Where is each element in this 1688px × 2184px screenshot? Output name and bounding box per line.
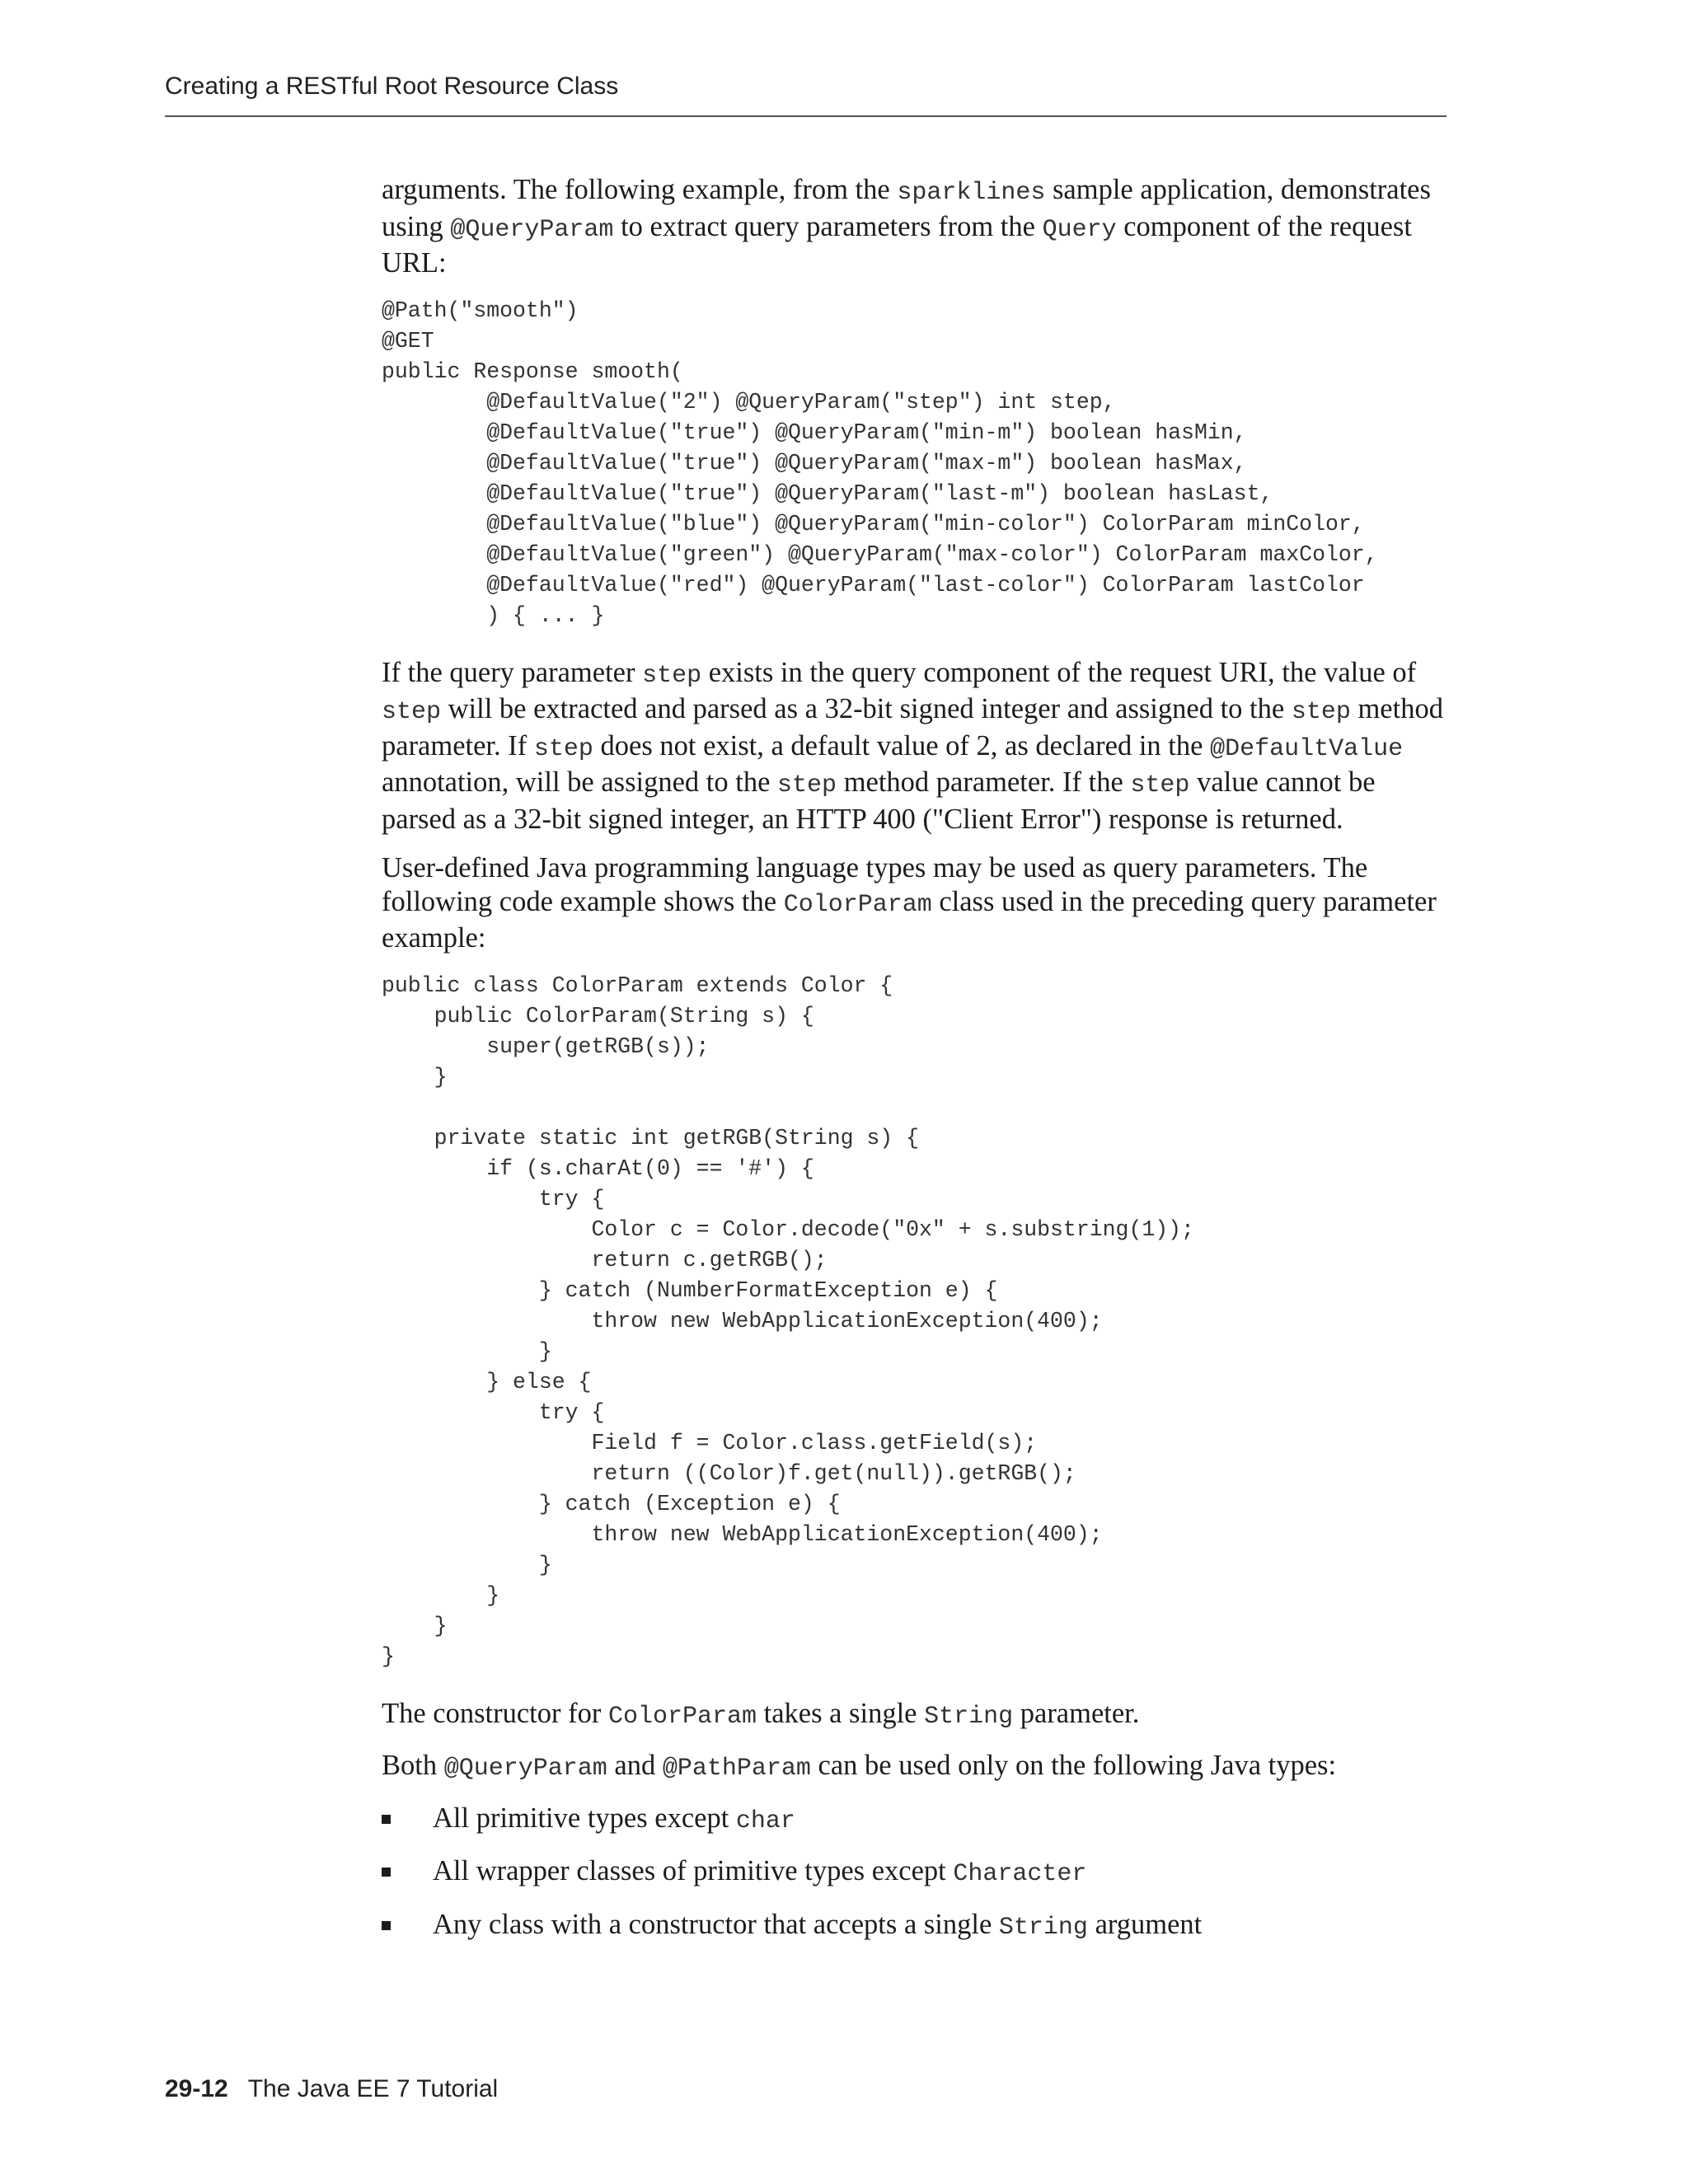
page-body [382,173,1445,1961]
text-run: class used in the preceding query parameter example: [382,885,1437,954]
text-run: Both [382,1750,444,1781]
text-run: will be extracted and parsed as a 32-bit signed integer and assigned to the [441,693,1292,724]
text-run: Any class with a constructor that accepts a single [433,1908,999,1940]
bullet-icon [382,1868,391,1877]
bullet-icon [382,1921,391,1930]
text-run: annotation, will be assigned to the [382,766,778,798]
book-title: The Java EE 7 Tutorial [247,2075,499,2102]
user-defined-types-paragraph [382,851,1445,955]
text-run: All primitive types except [433,1802,736,1834]
inline-code: step [1291,698,1351,726]
text-run: does not exist, a default value of 2, as declared in the [593,729,1211,762]
inline-code: step [1130,771,1190,799]
text-run: sample application, demonstrates using [382,174,1431,242]
inline-code: ColorParam [783,890,932,919]
inline-code: Character [953,1860,1087,1888]
list-item [382,1908,1445,1945]
list-item [382,1802,1445,1839]
inline-code: @QueryParam [450,215,614,244]
inline-code: String [924,1702,1014,1731]
text-run: can be used only on the following Java types: [810,1750,1337,1781]
inline-code: char [735,1807,795,1835]
inline-code: String [998,1913,1088,1942]
text-run: exists in the query component of the request URI, the value of [701,656,1417,688]
inline-code: step [533,734,593,763]
text-run: takes a single [756,1697,925,1729]
list-item-text [433,1855,1086,1886]
list-item [382,1854,1445,1891]
code-example-colorparam: public class ColorParam extends Color { public ColorParam(String s) { super(getRGB(s)); } private static int getRGB(String s) { if (s.charAt(0) == '#') { try { Color c = Color.decode("0x" + s.substring(1)); return c.getRGB(); } catch (NumberFormatException e) { throw new WebApplicationException(400); } } else { try { Field f = Color.class.getField(s); return ((Color)f.get(null)).getRGB(); } catch (Exception e) { throw new WebApplicationException(400); } } } } [382,972,1194,1669]
inline-code: step [642,661,702,690]
page-number: 29-12 [165,2075,228,2102]
param-types-paragraph [382,1749,1445,1786]
text-run: argument [1087,1908,1203,1940]
step-explanation-paragraph [382,656,1445,837]
inline-code: @QueryParam [443,1755,607,1783]
inline-code: @DefaultValue [1210,734,1404,763]
text-run: method parameter. If [382,693,1443,762]
constructor-paragraph [382,1697,1445,1734]
java-types-list [382,1802,1445,1945]
text-run: method parameter. If the [837,766,1131,798]
inline-code: sparklines [897,179,1046,207]
text-run: and [607,1750,663,1781]
inline-code: @PathParam [662,1755,811,1783]
list-item-text [433,1802,795,1834]
inline-code: step [382,698,442,726]
inline-code: ColorParam [607,1702,757,1731]
text-run: parameter. [1013,1697,1140,1729]
text-run: value cannot be parsed as a 32-bit signed integer, an HTTP 400 ("Client Error") response is returned. [382,766,1376,835]
text-run: arguments. The following example, from the [382,174,898,205]
text-run: to extract query parameters from the [613,210,1043,242]
list-item-text [433,1909,1202,1940]
inline-code: step [777,771,837,799]
text-run: If the query parameter [382,656,643,688]
running-footer [165,2075,498,2103]
text-run: User-defined Java programming language types may be used as query parameters. The following code example shows the [382,852,1368,917]
text-run: component of the request URL: [382,210,1412,279]
inline-code: Query [1042,215,1117,244]
header-divider [165,115,1447,117]
bullet-icon [382,1815,391,1824]
text-run: The constructor for [382,1697,608,1729]
code-example-smooth: @Path("smooth") @GET public Response smooth( @DefaultValue("2") @QueryParam("step") int step, @DefaultValue("true") @QueryParam("min-m") boolean hasMin, @DefaultValue("true") @QueryParam("max-m") boolean hasMax, @DefaultValue("true") @QueryParam("last-m") boolean hasLast, @DefaultValue("blue") @QueryParam("min-color") ColorParam minColor, @DefaultValue("green") @QueryParam("max-color") ColorParam maxColor, @DefaultValue("red") @QueryParam("last-color") ColorParam lastColor ) { ... } [382,298,1378,628]
running-header: Creating a RESTful Root Resource Class [165,73,619,100]
text-run: All wrapper classes of primitive types except [433,1855,954,1886]
intro-paragraph [382,173,1445,280]
